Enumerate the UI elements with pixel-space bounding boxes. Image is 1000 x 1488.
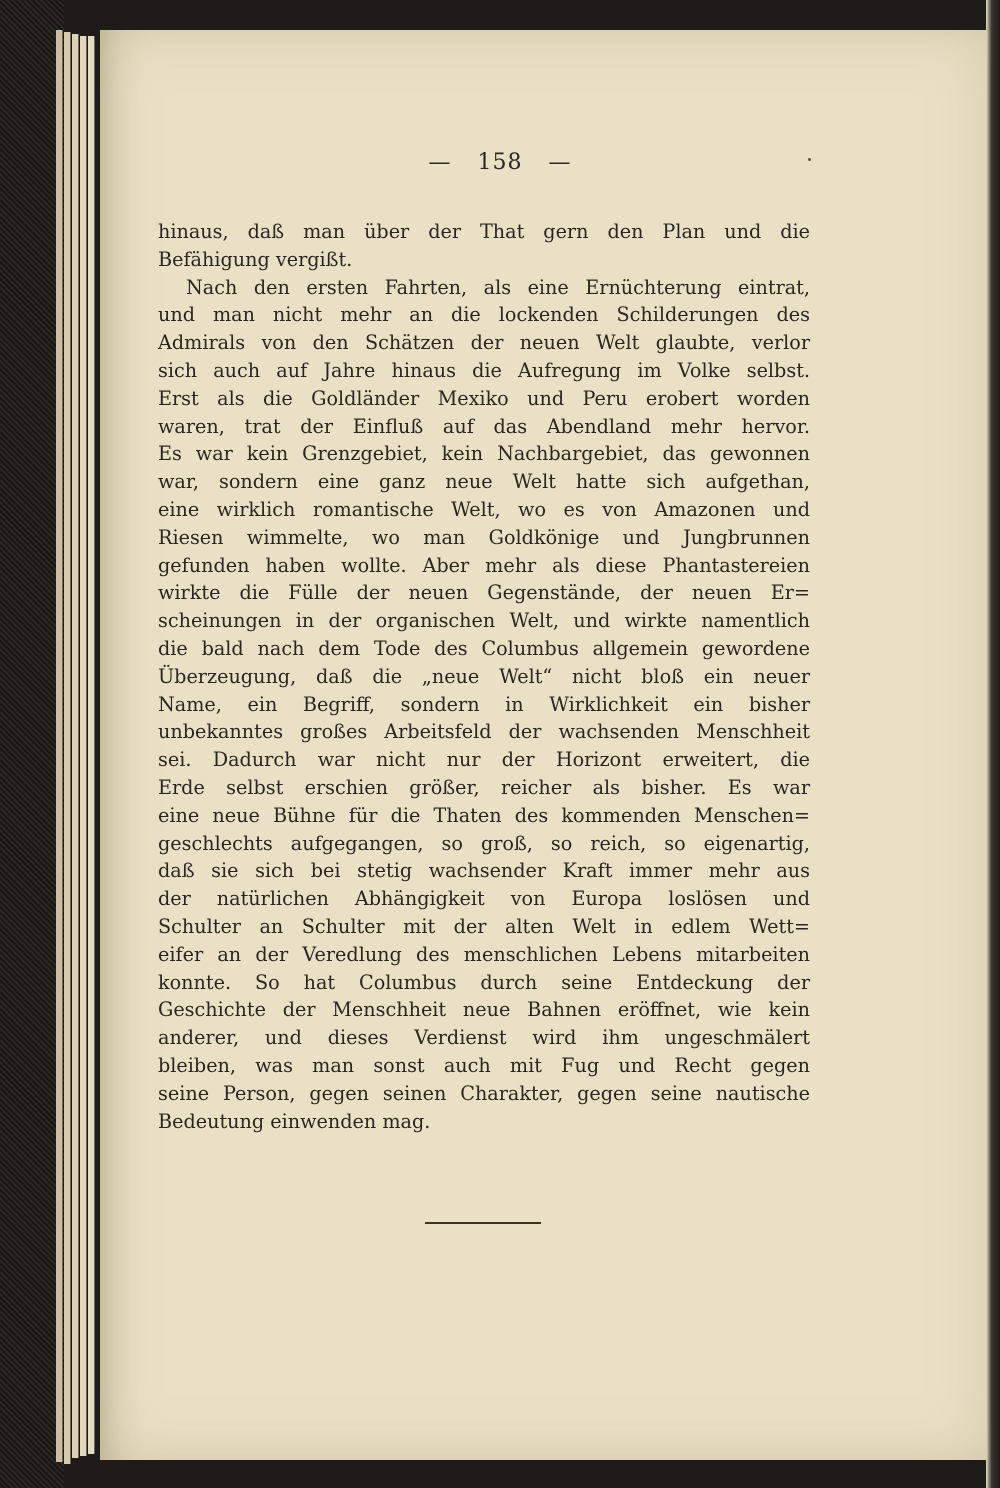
body-text xyxy=(158,218,810,1135)
right-page-shadow xyxy=(986,0,1000,1488)
text-line: anderer, und dieses Verdienst wird ihm ungeschmälert xyxy=(158,1026,810,1050)
page-number: 158 xyxy=(477,150,523,175)
text-line: sei. Dadurch war nicht nur der Horizont erweitert, die xyxy=(158,748,810,772)
text-line: Bedeutung einwenden mag. xyxy=(158,1109,431,1133)
text-line: und man nicht mehr an die lockenden Schilderungen des xyxy=(158,303,810,327)
text-line: Riesen wimmelte, wo man Goldkönige und Jungbrunnen xyxy=(158,525,810,549)
text-line: war, sondern eine ganz neue Welt hatte sich aufgethan, xyxy=(158,470,810,494)
text-line: die bald nach dem Tode des Columbus allgemein gewordene xyxy=(158,636,810,660)
book-cover-edge xyxy=(0,0,64,1488)
page-number-dash-left: — xyxy=(428,150,452,175)
page-edge xyxy=(64,32,71,1464)
text-line: seine Person, gegen seinen Charakter, gegen seine nautische xyxy=(158,1081,810,1105)
text-line: gefunden haben wollte. Aber mehr als diese Phantastereien xyxy=(158,553,810,577)
page-number-dash-right: — xyxy=(548,150,572,175)
text-line: waren, trat der Einfluß auf das Abendland mehr hervor. xyxy=(158,414,810,438)
text-line: konnte. So hat Columbus durch seine Entdeckung der xyxy=(158,970,810,994)
text-line: Erst als die Goldländer Mexiko und Peru erobert worden xyxy=(158,386,810,410)
text-line: Nach den ersten Fahrten, als eine Ernüchterung eintrat, xyxy=(186,275,810,299)
paper-speck xyxy=(808,158,811,161)
page-edge xyxy=(88,36,95,1454)
text-line: Es war kein Grenzgebiet, kein Nachbargebiet, das gewonnen xyxy=(158,442,810,466)
text-line: scheinungen in der organischen Welt, und wirkte namentlich xyxy=(158,609,810,633)
text-line: Admirals von den Schätzen der neuen Welt glaubte, verlor xyxy=(158,331,810,355)
text-line: eine neue Bühne für die Thaten des kommenden Menschen= xyxy=(158,803,810,827)
text-line: bleiben, was man sonst auch mit Fug und Recht gegen xyxy=(158,1053,810,1077)
text-line: Überzeugung, daß die „neue Welt“ nicht bloß ein neuer xyxy=(158,664,810,688)
page-edge xyxy=(72,34,79,1458)
page-edge xyxy=(56,30,63,1462)
text-line: geschlechts aufgegangen, so groß, so reich, so eigenartig, xyxy=(158,831,810,855)
text-line: wirkte die Fülle der neuen Gegenstände, der neuen Er= xyxy=(158,581,810,605)
text-line: Erde selbst erschien größer, reicher als bisher. Es war xyxy=(158,775,810,799)
page-edge xyxy=(80,36,87,1456)
text-line: Geschichte der Menschheit neue Bahnen eröffnet, wie kein xyxy=(158,998,810,1022)
end-rule xyxy=(425,1222,541,1224)
text-line: Befähigung vergißt. xyxy=(158,247,353,271)
text-line: Name, ein Begriff, sondern in Wirklichkeit ein bisher xyxy=(158,692,810,716)
text-line: unbekanntes großes Arbeitsfeld der wachsenden Menschheit xyxy=(158,720,810,744)
text-line: sich auch auf Jahre hinaus die Aufregung im Volke selbst. xyxy=(158,358,810,382)
text-line: Schulter an Schulter mit der alten Welt in edlem Wett= xyxy=(158,914,810,938)
text-line: hinaus, daß man über der That gern den Plan und die xyxy=(158,220,810,243)
text-line: eine wirklich romantische Welt, wo es von Amazonen und xyxy=(158,497,810,521)
text-line: daß sie sich bei stetig wachsender Kraft immer mehr aus xyxy=(158,859,810,883)
text-line: der natürlichen Abhängigkeit von Europa loslösen und xyxy=(158,887,810,911)
page-number-header xyxy=(0,150,1000,175)
text-line: eifer an der Veredlung des menschlichen Lebens mitarbeiten xyxy=(158,942,810,966)
